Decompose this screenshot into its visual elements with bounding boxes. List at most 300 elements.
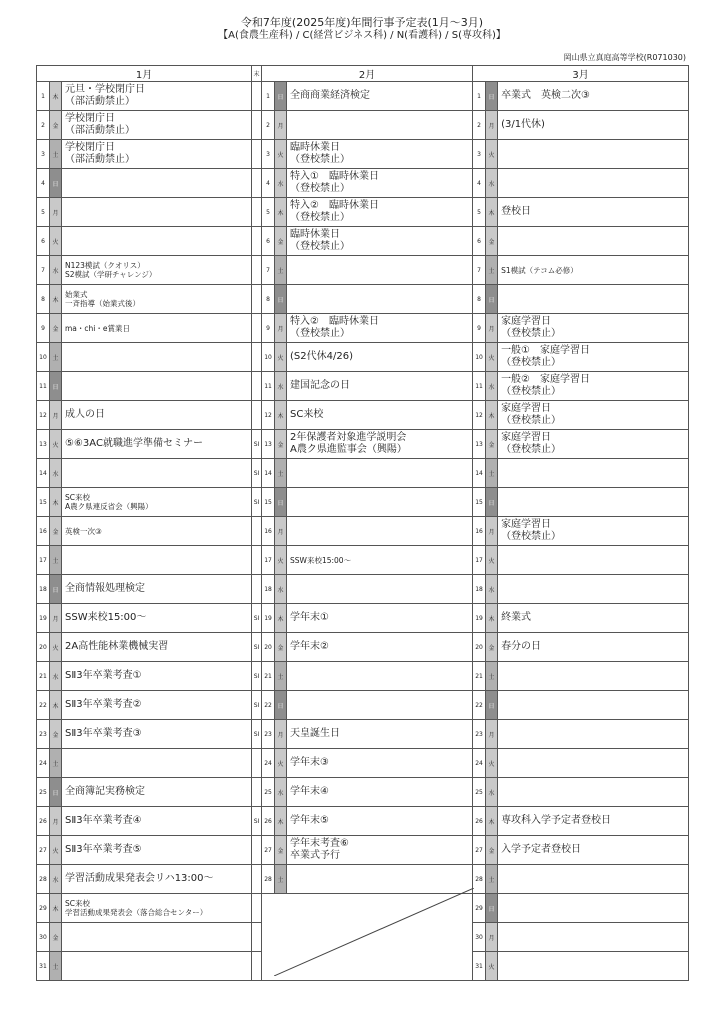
feb-weekday: 金: [275, 430, 287, 459]
feb-day-number: 8: [262, 285, 275, 314]
jan-weekday: 水: [50, 865, 62, 894]
mid-marker: SI: [252, 488, 262, 517]
mar-weekday: 月: [486, 111, 498, 140]
mar-event: [498, 952, 689, 981]
mar-event: 家庭学習日 （登校禁止）: [498, 517, 689, 546]
month-header-mar: 3月: [473, 66, 689, 82]
jan-day-number: 10: [37, 343, 50, 372]
jan-weekday: 月: [50, 604, 62, 633]
mar-weekday: 日: [486, 285, 498, 314]
mar-day-number: 4: [473, 169, 486, 198]
jan-weekday: 日: [50, 778, 62, 807]
table-row: [37, 169, 689, 198]
jan-day-number: 14: [37, 459, 50, 488]
jan-event: [62, 169, 252, 198]
mar-event: [498, 749, 689, 778]
mar-event: S1模試（テコム必修）: [498, 256, 689, 285]
mar-day-number: 8: [473, 285, 486, 314]
feb-day-number: 21: [262, 662, 275, 691]
table-row: [37, 749, 689, 778]
feb-event: 学年末①: [287, 604, 473, 633]
mid-marker: [252, 923, 262, 952]
mid-marker: [252, 111, 262, 140]
mar-event: [498, 140, 689, 169]
mar-event: [498, 778, 689, 807]
mid-marker: [252, 314, 262, 343]
document-title: 令和7年度(2025年度)年間行事予定表(1月～3月): [240, 16, 484, 29]
school-name: 岡山県立真庭高等学校(R071030): [563, 53, 686, 62]
mid-marker: [252, 227, 262, 256]
jan-day-number: 17: [37, 546, 50, 575]
jan-day-number: 25: [37, 778, 50, 807]
mid-marker: SI: [252, 720, 262, 749]
mid-marker: [252, 749, 262, 778]
table-row: [37, 894, 689, 923]
mar-weekday: 水: [486, 372, 498, 401]
mar-day-number: 2: [473, 111, 486, 140]
mar-day-number: 21: [473, 662, 486, 691]
jan-weekday: 金: [50, 111, 62, 140]
mar-event: [498, 459, 689, 488]
jan-day-number: 29: [37, 894, 50, 923]
table-row: [37, 546, 689, 575]
jan-weekday: 水: [50, 256, 62, 285]
feb-weekday: 木: [275, 807, 287, 836]
jan-weekday: 月: [50, 401, 62, 430]
jan-weekday: 火: [50, 227, 62, 256]
schedule-table: [36, 65, 689, 981]
feb-weekday: 火: [275, 749, 287, 778]
mar-event: [498, 227, 689, 256]
mar-day-number: 9: [473, 314, 486, 343]
mar-day-number: 30: [473, 923, 486, 952]
mar-event: 入学予定者登校日: [498, 836, 689, 865]
jan-day-number: 7: [37, 256, 50, 285]
mid-header: 末: [252, 66, 262, 82]
feb-day-number: 7: [262, 256, 275, 285]
jan-weekday: 木: [50, 488, 62, 517]
feb-day-number: 25: [262, 778, 275, 807]
jan-day-number: 27: [37, 836, 50, 865]
mar-weekday: 水: [486, 575, 498, 604]
month-header-feb: 2月: [262, 66, 473, 82]
mar-day-number: 20: [473, 633, 486, 662]
mid-marker: [252, 546, 262, 575]
table-row: [37, 865, 689, 894]
table-row: [37, 633, 689, 662]
mar-event: [498, 894, 689, 923]
table-row: [37, 778, 689, 807]
feb-day-number: 16: [262, 517, 275, 546]
table-row: [37, 256, 689, 285]
jan-event: [62, 546, 252, 575]
table-row: [37, 604, 689, 633]
jan-event: [62, 749, 252, 778]
feb-weekday: 木: [275, 604, 287, 633]
jan-weekday: 水: [50, 459, 62, 488]
mar-weekday: 木: [486, 604, 498, 633]
jan-day-number: 15: [37, 488, 50, 517]
mar-weekday: 金: [486, 633, 498, 662]
table-row: [37, 140, 689, 169]
schedule-body: [37, 82, 689, 981]
mar-weekday: 日: [486, 488, 498, 517]
mid-marker: SI: [252, 430, 262, 459]
mar-weekday: 土: [486, 256, 498, 285]
mar-weekday: 月: [486, 923, 498, 952]
mar-weekday: 木: [486, 198, 498, 227]
jan-weekday: 金: [50, 720, 62, 749]
feb-empty-block: [262, 894, 473, 981]
jan-day-number: 16: [37, 517, 50, 546]
jan-event: SⅡ3年卒業考査①: [62, 662, 252, 691]
feb-day-number: 13: [262, 430, 275, 459]
jan-event: 全商情報処理検定: [62, 575, 252, 604]
mar-weekday: 火: [486, 343, 498, 372]
mid-marker: [252, 836, 262, 865]
jan-weekday: 土: [50, 140, 62, 169]
jan-event: [62, 923, 252, 952]
feb-day-number: 23: [262, 720, 275, 749]
mid-marker: SI: [252, 807, 262, 836]
feb-day-number: 12: [262, 401, 275, 430]
jan-day-number: 26: [37, 807, 50, 836]
feb-day-number: 22: [262, 691, 275, 720]
mid-marker: [252, 343, 262, 372]
table-row: [37, 662, 689, 691]
mar-day-number: 16: [473, 517, 486, 546]
jan-event: [62, 372, 252, 401]
mar-weekday: 土: [486, 662, 498, 691]
jan-event: 始業式 一斉指導（始業式後）: [62, 285, 252, 314]
feb-event: 全商商業経済検定: [287, 82, 473, 111]
jan-day-number: 28: [37, 865, 50, 894]
jan-day-number: 2: [37, 111, 50, 140]
mar-event: 専攻科入学予定者登校日: [498, 807, 689, 836]
table-row: [37, 488, 689, 517]
feb-event: [287, 256, 473, 285]
jan-event: ma・chi・e賞業日: [62, 314, 252, 343]
mid-marker: SI: [252, 662, 262, 691]
feb-weekday: 月: [275, 314, 287, 343]
mar-event: 卒業式 英検二次③: [498, 82, 689, 111]
mar-event: 春分の日: [498, 633, 689, 662]
feb-weekday: 木: [275, 198, 287, 227]
table-row: [37, 343, 689, 372]
mid-marker: [252, 401, 262, 430]
table-row: [37, 807, 689, 836]
table-row: [37, 575, 689, 604]
feb-day-number: 20: [262, 633, 275, 662]
feb-event: SSW来校15:00～: [287, 546, 473, 575]
feb-day-number: 1: [262, 82, 275, 111]
jan-event: 学校閉庁日 （部活動禁止）: [62, 140, 252, 169]
feb-weekday: 水: [275, 575, 287, 604]
feb-event: 特入① 臨時休業日 （登校禁止）: [287, 169, 473, 198]
feb-weekday: 土: [275, 256, 287, 285]
mar-weekday: 土: [486, 865, 498, 894]
mid-marker: [252, 517, 262, 546]
jan-event: 英検一次③: [62, 517, 252, 546]
feb-weekday: 水: [275, 372, 287, 401]
jan-weekday: 木: [50, 691, 62, 720]
feb-weekday: 日: [275, 488, 287, 517]
mar-event: (3/1代休): [498, 111, 689, 140]
jan-weekday: 火: [50, 836, 62, 865]
jan-event: SⅡ3年卒業考査⑤: [62, 836, 252, 865]
feb-event: [287, 662, 473, 691]
feb-day-number: 27: [262, 836, 275, 865]
mar-day-number: 13: [473, 430, 486, 459]
jan-day-number: 3: [37, 140, 50, 169]
jan-event: 2A高性能林業機械実習: [62, 633, 252, 662]
mar-weekday: 月: [486, 517, 498, 546]
mar-event: [498, 865, 689, 894]
mar-day-number: 31: [473, 952, 486, 981]
jan-event: [62, 459, 252, 488]
feb-day-number: 10: [262, 343, 275, 372]
table-row: [37, 198, 689, 227]
mid-marker: [252, 575, 262, 604]
jan-day-number: 5: [37, 198, 50, 227]
jan-event: SⅡ3年卒業考査③: [62, 720, 252, 749]
feb-weekday: 月: [275, 111, 287, 140]
jan-event: [62, 198, 252, 227]
jan-event: 元旦・学校閉庁日 （部活動禁止）: [62, 82, 252, 111]
mar-weekday: 火: [486, 952, 498, 981]
mid-marker: [252, 865, 262, 894]
jan-event: N123模試（クオリス） S2模試（学研チャレンジ）: [62, 256, 252, 285]
table-row: [37, 459, 689, 488]
feb-event: [287, 865, 473, 894]
feb-day-number: 24: [262, 749, 275, 778]
jan-event: SC来校 A農ク県連反省会（興陽）: [62, 488, 252, 517]
mar-weekday: 日: [486, 894, 498, 923]
mar-weekday: 火: [486, 546, 498, 575]
jan-weekday: 木: [50, 285, 62, 314]
feb-weekday: 土: [275, 459, 287, 488]
mar-day-number: 10: [473, 343, 486, 372]
feb-weekday: 月: [275, 517, 287, 546]
mar-event: [498, 575, 689, 604]
feb-event: [287, 459, 473, 488]
table-row: [37, 82, 689, 111]
jan-day-number: 12: [37, 401, 50, 430]
mar-day-number: 6: [473, 227, 486, 256]
mid-marker: SI: [252, 691, 262, 720]
mid-marker: [252, 285, 262, 314]
jan-event: SSW来校15:00～: [62, 604, 252, 633]
jan-weekday: 金: [50, 517, 62, 546]
mar-day-number: 18: [473, 575, 486, 604]
mar-event: [498, 285, 689, 314]
table-row: [37, 430, 689, 459]
feb-event: 臨時休業日 （登校禁止）: [287, 140, 473, 169]
jan-event: 全商簿記実務検定: [62, 778, 252, 807]
mid-marker: SI: [252, 633, 262, 662]
jan-day-number: 11: [37, 372, 50, 401]
mid-marker: [252, 82, 262, 111]
mar-day-number: 1: [473, 82, 486, 111]
feb-event: 学年末④: [287, 778, 473, 807]
feb-weekday: 水: [275, 169, 287, 198]
jan-day-number: 1: [37, 82, 50, 111]
feb-event: 学年末②: [287, 633, 473, 662]
mar-event: 家庭学習日 （登校禁止）: [498, 314, 689, 343]
mar-weekday: 火: [486, 140, 498, 169]
jan-weekday: 火: [50, 430, 62, 459]
mar-event: 家庭学習日 （登校禁止）: [498, 401, 689, 430]
feb-event: [287, 575, 473, 604]
mar-day-number: 12: [473, 401, 486, 430]
feb-weekday: 日: [275, 285, 287, 314]
feb-event: 天皇誕生日: [287, 720, 473, 749]
mar-event: 家庭学習日 （登校禁止）: [498, 430, 689, 459]
month-header-jan: 1月: [37, 66, 252, 82]
jan-event: 学習活動成果発表会リハ13:00～: [62, 865, 252, 894]
mar-weekday: 日: [486, 82, 498, 111]
document-subtitle: 【A(食農生産科) / C(経営ビジネス科) / N(看護科) / S(専攻科)】: [218, 30, 506, 41]
jan-day-number: 18: [37, 575, 50, 604]
jan-day-number: 30: [37, 923, 50, 952]
feb-day-number: 11: [262, 372, 275, 401]
jan-day-number: 31: [37, 952, 50, 981]
jan-event: SⅡ3年卒業考査②: [62, 691, 252, 720]
mid-marker: [252, 256, 262, 285]
mar-weekday: 金: [486, 227, 498, 256]
jan-day-number: 22: [37, 691, 50, 720]
jan-weekday: 木: [50, 894, 62, 923]
mar-event: [498, 691, 689, 720]
feb-day-number: 26: [262, 807, 275, 836]
jan-event: 学校閉庁日 （部活動禁止）: [62, 111, 252, 140]
table-row: [37, 285, 689, 314]
jan-weekday: 金: [50, 923, 62, 952]
mar-weekday: 月: [486, 720, 498, 749]
mar-weekday: 火: [486, 749, 498, 778]
mar-day-number: 19: [473, 604, 486, 633]
mar-event: 一般① 家庭学習日 （登校禁止）: [498, 343, 689, 372]
mar-event: [498, 169, 689, 198]
jan-weekday: 木: [50, 82, 62, 111]
jan-weekday: 土: [50, 952, 62, 981]
mar-day-number: 22: [473, 691, 486, 720]
mar-day-number: 25: [473, 778, 486, 807]
feb-day-number: 19: [262, 604, 275, 633]
mar-weekday: 木: [486, 401, 498, 430]
table-row: [37, 401, 689, 430]
jan-event: 成人の日: [62, 401, 252, 430]
mar-event: [498, 720, 689, 749]
mar-day-number: 28: [473, 865, 486, 894]
feb-day-number: 5: [262, 198, 275, 227]
feb-event: [287, 285, 473, 314]
feb-weekday: 金: [275, 633, 287, 662]
jan-day-number: 8: [37, 285, 50, 314]
table-row: [37, 314, 689, 343]
mar-weekday: 水: [486, 169, 498, 198]
feb-day-number: 9: [262, 314, 275, 343]
mar-day-number: 3: [473, 140, 486, 169]
jan-weekday: 火: [50, 633, 62, 662]
mar-weekday: 土: [486, 459, 498, 488]
mar-day-number: 29: [473, 894, 486, 923]
jan-weekday: 日: [50, 169, 62, 198]
feb-event: 特入② 臨時休業日 （登校禁止）: [287, 198, 473, 227]
feb-event: 建国記念の日: [287, 372, 473, 401]
table-row: [37, 111, 689, 140]
feb-weekday: 日: [275, 82, 287, 111]
feb-event: [287, 111, 473, 140]
mar-weekday: 木: [486, 807, 498, 836]
feb-day-number: 15: [262, 488, 275, 517]
mar-day-number: 15: [473, 488, 486, 517]
mar-day-number: 24: [473, 749, 486, 778]
feb-event: 学年末考査⑥ 卒業式予行: [287, 836, 473, 865]
feb-weekday: 日: [275, 691, 287, 720]
table-row: [37, 720, 689, 749]
feb-event: (S2代休4/26): [287, 343, 473, 372]
jan-weekday: 土: [50, 343, 62, 372]
feb-event: [287, 488, 473, 517]
jan-weekday: 月: [50, 198, 62, 227]
feb-weekday: 火: [275, 546, 287, 575]
mar-day-number: 5: [473, 198, 486, 227]
feb-day-number: 4: [262, 169, 275, 198]
mar-event: 一般② 家庭学習日 （登校禁止）: [498, 372, 689, 401]
feb-event: 学年末③: [287, 749, 473, 778]
jan-event: SⅡ3年卒業考査④: [62, 807, 252, 836]
mid-marker: [252, 198, 262, 227]
mar-event: [498, 546, 689, 575]
jan-event: SC来校 学習活動成果発表会（落合総合センター）: [62, 894, 252, 923]
feb-event: SC来校: [287, 401, 473, 430]
mar-day-number: 11: [473, 372, 486, 401]
table-row: [37, 691, 689, 720]
feb-weekday: 土: [275, 662, 287, 691]
mar-weekday: 月: [486, 314, 498, 343]
mar-event: 終業式: [498, 604, 689, 633]
jan-weekday: 土: [50, 546, 62, 575]
feb-weekday: 火: [275, 343, 287, 372]
feb-weekday: 土: [275, 865, 287, 894]
jan-weekday: 水: [50, 662, 62, 691]
mar-event: [498, 923, 689, 952]
mid-marker: [252, 952, 262, 981]
table-row: [37, 517, 689, 546]
feb-event: 学年末⑤: [287, 807, 473, 836]
mar-day-number: 14: [473, 459, 486, 488]
jan-weekday: 土: [50, 749, 62, 778]
mar-weekday: 金: [486, 836, 498, 865]
jan-weekday: 日: [50, 575, 62, 604]
mar-weekday: 金: [486, 430, 498, 459]
jan-day-number: 4: [37, 169, 50, 198]
table-row: [37, 227, 689, 256]
feb-day-number: 28: [262, 865, 275, 894]
mar-day-number: 7: [473, 256, 486, 285]
mar-day-number: 17: [473, 546, 486, 575]
jan-day-number: 19: [37, 604, 50, 633]
feb-event: 特入② 臨時休業日 （登校禁止）: [287, 314, 473, 343]
feb-day-number: 6: [262, 227, 275, 256]
table-row: [37, 372, 689, 401]
mar-event: [498, 662, 689, 691]
feb-day-number: 2: [262, 111, 275, 140]
mid-marker: [252, 169, 262, 198]
jan-day-number: 24: [37, 749, 50, 778]
mid-marker: [252, 372, 262, 401]
